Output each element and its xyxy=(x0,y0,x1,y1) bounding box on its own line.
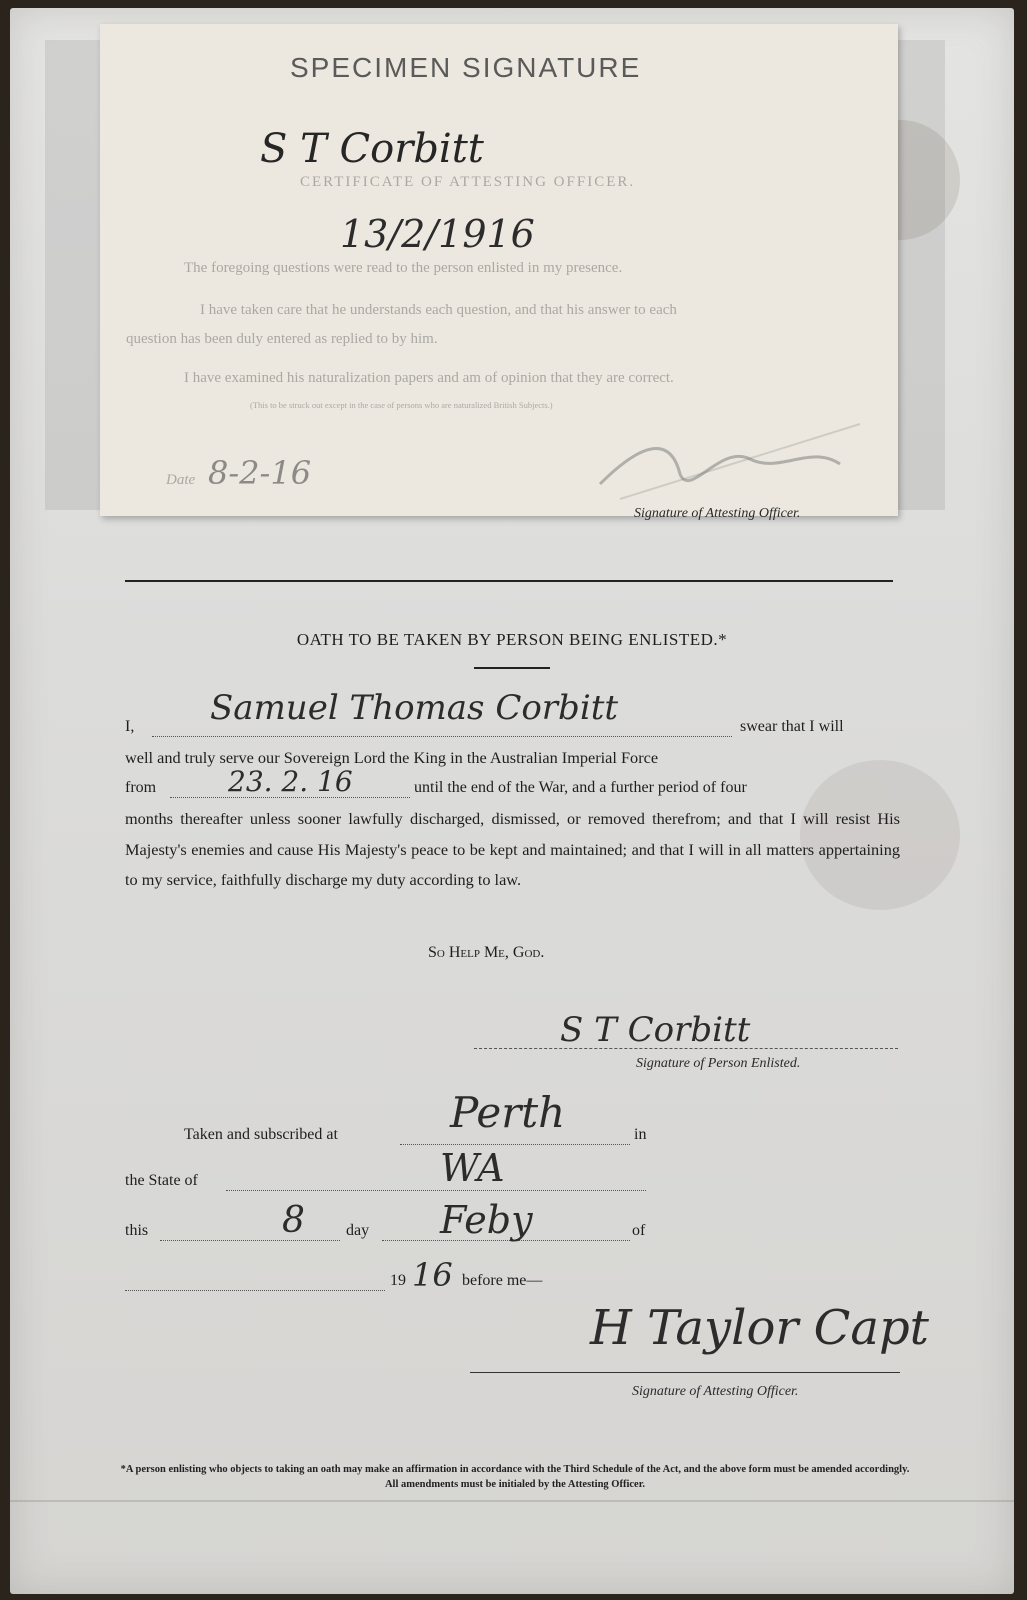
in-label: in xyxy=(634,1126,647,1143)
officer-signature: H Taylor Capt xyxy=(590,1300,929,1356)
oath-heading: OATH TO BE TAKEN BY PERSON BEING ENLISTED.* xyxy=(296,630,728,649)
place-value: Perth xyxy=(450,1088,566,1137)
day-label: day xyxy=(346,1222,370,1239)
witness-line xyxy=(125,1290,385,1291)
of-label: of xyxy=(632,1222,646,1239)
oath-i-label: I, xyxy=(125,718,135,735)
certificate-heading: CERTIFICATE OF ATTESTING OFFICER. xyxy=(300,174,636,190)
state-line xyxy=(226,1190,646,1191)
date-label: Date xyxy=(166,472,196,488)
certificate-signature-label: Signature of Attesting Officer. xyxy=(634,506,801,521)
this-label: this xyxy=(125,1222,149,1239)
specimen-signature: S T Corbitt xyxy=(260,126,484,172)
before-label: before me— xyxy=(462,1272,543,1289)
enlisted-signature: S T Corbitt xyxy=(560,1010,751,1050)
state-value: WA xyxy=(440,1146,505,1190)
fold-line xyxy=(10,1500,1014,1502)
certificate-date: 8-2-16 xyxy=(208,454,312,492)
year-suffix: 16 xyxy=(412,1256,453,1294)
from-label: from xyxy=(125,779,157,796)
footnote: *A person enlisting who objects to taking an oath may make an affirmation in accordance with the Third Schedule of the Act, and the above form must be amended accordingly. All amendments must be initialed by the Attesting Officer. xyxy=(120,1464,910,1490)
specimen-signature-slip xyxy=(100,24,898,516)
specimen-date: 13/2/1916 xyxy=(340,212,535,256)
year-prefix: 19 xyxy=(390,1272,406,1289)
enlisted-signature-label: Signature of Person Enlisted. xyxy=(636,1056,801,1071)
name-line xyxy=(152,736,732,737)
oath-line: until the end of the War, and a further period of four xyxy=(414,779,747,796)
certificate-line: The foregoing questions were read to the person enlisted in my presence. xyxy=(184,260,623,276)
oath-line: well and truly serve our Sovereign Lord the King in the Australian Imperial Force xyxy=(125,748,659,767)
state-label: the State of xyxy=(125,1172,198,1189)
certificate-line: question has been duly entered as replied to by him. xyxy=(126,331,438,347)
enlistee-name: Samuel Thomas Corbitt xyxy=(210,688,619,728)
swear-text: swear that I will xyxy=(740,718,844,735)
day-value: 8 xyxy=(282,1200,305,1241)
from-date: 23. 2. 16 xyxy=(228,765,353,798)
day-line xyxy=(160,1240,340,1241)
certificate-note: (This to be struck out except in the case of persons who are naturalized British Subjects.) xyxy=(250,400,553,410)
faded-officer-signature xyxy=(580,404,880,514)
specimen-stamp-title: SPECIMEN SIGNATURE xyxy=(290,52,642,83)
oath-closing: So Help Me, God. xyxy=(428,944,545,961)
month-value: Feby xyxy=(440,1198,533,1242)
taken-label: Taken and subscribed at xyxy=(184,1126,338,1143)
oath-body: months thereafter unless sooner lawfully discharged, dismissed, or removed therefrom; and that I will resist His Majesty's enemies and cause His Majesty's peace to be kept and maintained; and that I will in all matters appertaining to my service, faithfully discharge my duty according to law. xyxy=(125,809,900,889)
officer-signature-label: Signature of Attesting Officer. xyxy=(632,1384,799,1399)
certificate-line: I have taken care that he understands each question, and that his answer to each xyxy=(200,302,677,318)
officer-signature-line xyxy=(470,1372,900,1373)
heading-underline xyxy=(474,667,550,669)
place-line xyxy=(400,1144,630,1145)
certificate-line: I have examined his naturalization papers and am of opinion that they are correct. xyxy=(184,370,674,386)
section-divider xyxy=(125,580,893,582)
